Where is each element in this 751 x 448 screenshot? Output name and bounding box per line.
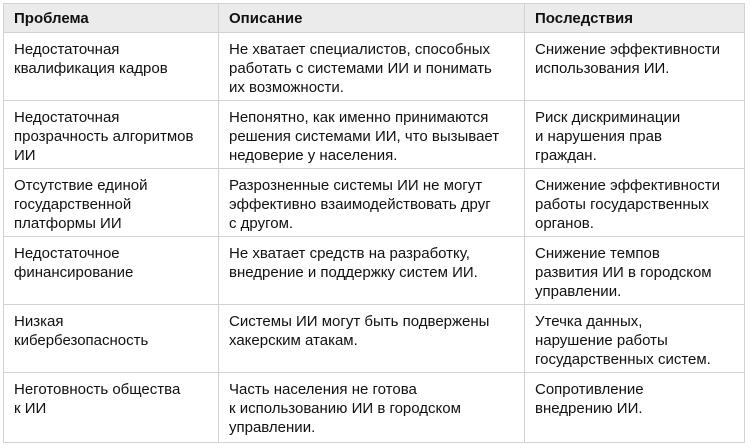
consequences-cell <box>525 169 745 237</box>
consequences-text: Утечка данных, нарушение работы государственных систем. <box>535 313 711 368</box>
description-cell <box>219 237 525 305</box>
problem-cell <box>4 33 219 101</box>
header-row <box>4 4 745 33</box>
problem-cell <box>4 169 219 237</box>
header-consequences: Последствия <box>525 4 745 33</box>
header-problem: Проблема <box>4 4 219 33</box>
table-row <box>4 169 745 237</box>
header-description: Описание <box>219 4 525 33</box>
description-cell <box>219 373 525 443</box>
description-text: Непонятно, как именно принимаются решения системами ИИ, что вызывает недоверие у населения. <box>229 109 500 164</box>
problem-text: Низкая кибербезопасность <box>14 313 149 349</box>
table-row <box>4 237 745 305</box>
description-text: Часть населения не готова к использованию ИИ в городском управлении. <box>229 381 461 436</box>
problem-cell <box>4 305 219 373</box>
problem-text: Отсутствие единой государственной платформы ИИ <box>14 177 148 232</box>
problem-cell <box>4 237 219 305</box>
consequences-cell <box>525 305 745 373</box>
table-row <box>4 33 745 101</box>
description-text: Не хватает средств на разработку, внедрение и поддержку систем ИИ. <box>229 245 478 281</box>
consequences-cell <box>525 101 745 169</box>
consequences-cell <box>525 373 745 443</box>
table-row <box>4 373 745 443</box>
problem-cell <box>4 101 219 169</box>
description-text: Системы ИИ могут быть подвержены хакерским атакам. <box>229 313 490 349</box>
consequences-text: Сопротивление внедрению ИИ. <box>535 381 644 417</box>
problem-text: Недостаточная прозрачность алгоритмов ИИ <box>14 109 194 164</box>
problem-text: Недостаточная квалификация кадров <box>14 41 168 77</box>
description-cell <box>219 169 525 237</box>
table-row <box>4 101 745 169</box>
problem-cell <box>4 373 219 443</box>
consequences-text: Снижение эффективности использования ИИ. <box>535 41 721 77</box>
description-text: Разрозненные системы ИИ не могут эффективно взаимодействовать друг с другом. <box>229 177 491 232</box>
consequences-text: Риск дискриминации и нарушения прав граждан. <box>535 109 681 164</box>
table-row <box>4 305 745 373</box>
description-cell <box>219 101 525 169</box>
problem-text: Недостаточное финансирование <box>14 245 134 281</box>
description-cell <box>219 33 525 101</box>
problems-table <box>3 3 745 443</box>
consequences-cell <box>525 237 745 305</box>
consequences-text: Снижение эффективности работы государственных органов. <box>535 177 721 232</box>
consequences-text: Снижение темпов развития ИИ в городском управлении. <box>535 245 712 300</box>
consequences-cell <box>525 33 745 101</box>
problem-text: Неготовность общества к ИИ <box>14 381 181 417</box>
description-cell <box>219 305 525 373</box>
description-text: Не хватает специалистов, способных работать с системами ИИ и понимать их возможности. <box>229 41 492 96</box>
